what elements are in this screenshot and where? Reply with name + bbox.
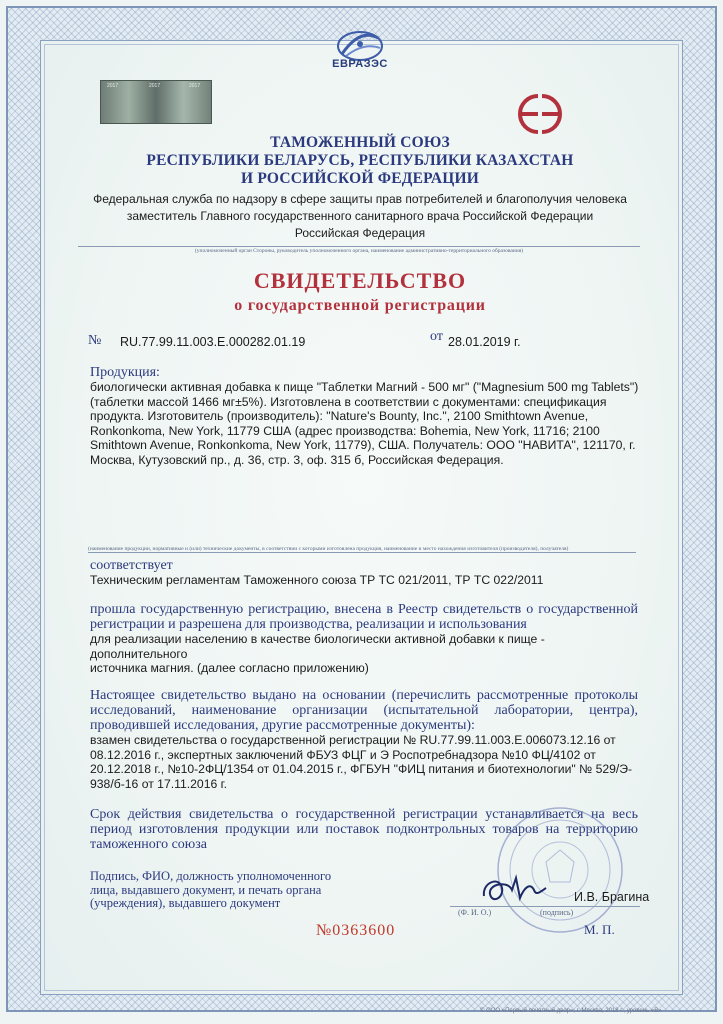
hologram-label: 2017 (107, 83, 119, 89)
russia-line: И РОССИЙСКОЙ ФЕДЕРАЦИИ (241, 170, 479, 187)
validity-text: Срок действия свидетельства о государственной регистрации устанавливается на весь период изготовления продукции или поставок подконтрольных товаров на территорию таможенного союза (90, 807, 638, 852)
registration-section (90, 602, 638, 676)
signature-label-block (90, 870, 340, 911)
product-line: (таблетки массой 1466 мг±5%). Изготовлена в соответствии с документами: спецификация (90, 394, 607, 409)
product-label: Продукция: (90, 365, 160, 380)
basis-line: 938/б-16 от 17.11.2016 г. (90, 776, 227, 791)
hologram-label: 2017 (149, 83, 161, 89)
fio-hint: (Ф. И. О.) (458, 908, 492, 917)
compliance-label: соответствует (90, 558, 173, 573)
authority-line: Федеральная служба по надзору в сфере защиты прав потребителей и благополучия человека (93, 192, 627, 206)
hologram-label: 2017 (189, 83, 201, 89)
authority-hint (78, 246, 640, 254)
product-line: Москва, Кутузовский пр., д. 36, стр. 3, оф. 315 б, Российская Федерация. (90, 452, 504, 467)
republics-line: РЕСПУБЛИКИ БЕЛАРУСЬ, РЕСПУБЛИКИ КАЗАХСТАН (146, 152, 574, 169)
date-label: от (430, 329, 443, 344)
product-line: Smithtown Avenue, Ronkonkoma, New York, 11779), США. Получатель: ООО "НАВИТА", 121170, г. (90, 438, 636, 453)
sign-hint: (подпись) (540, 908, 574, 917)
printer-footer: © ООО «Первый печатный двор», г. Москва, 2018 г., уровень «В» (480, 1008, 662, 1014)
compliance-section (90, 558, 640, 588)
certificate-subtitle: о государственной регистрации (234, 297, 486, 314)
logo-text: ЕВРАЗЭС (332, 58, 388, 70)
handwritten-signature-icon (478, 870, 558, 910)
customs-union-title: ТАМОЖЕННЫЙ СОЮЗ (270, 134, 450, 151)
basis-line: 20.12.2018 г., №10-2ФЦ/1354 от 01.04.2015 г., ФГБУН "ФИЦ питания и биотехнологии" № 529/Э- (90, 762, 633, 777)
stamp-place-label: М. П. (584, 922, 615, 937)
product-line: продукта. Изготовитель (производитель): "Nature's Bounty, Inc.", 2100 Smithtown Avenue, (90, 409, 589, 424)
product-section (90, 365, 640, 468)
certificate-number: RU.77.99.11.003.E.000282.01.19 (120, 335, 306, 349)
header-block (80, 134, 640, 241)
basis-line: 08.12.2016 г., экспертных заключений ФБУЗ ФЦГ и Э Роспотребнадзора №10 ФЦ/4102 от (90, 747, 596, 762)
compliance-text: Техническим регламентам Таможенного союза ТР ТС 021/2011, ТР ТС 022/2011 (90, 573, 544, 587)
product-hint: (наименование продукции, нормативные и (или) технические документы, в соответствии с которыми изготовлена продукция, наименование и место нахождения изготовителя (производителя), получателя) (88, 546, 569, 552)
certificate-date: 28.01.2019 г. (448, 335, 521, 349)
number-label: № (88, 333, 102, 348)
country-line: Российская Федерация (294, 226, 426, 240)
product-hint-line (88, 546, 636, 553)
eurasec-logo-icon (320, 24, 400, 84)
eac-mark-icon (508, 88, 572, 140)
hologram-sticker (100, 80, 212, 124)
signature-underline (450, 906, 640, 907)
hint-text: (уполномоченный орган Стороны, руководитель уполномоченного органа, наименование административно-территориального образования) (194, 248, 524, 254)
registration-line: для реализации населению в качестве биологически активной добавки к пище - дополнительного (90, 632, 545, 661)
basis-section (90, 688, 638, 791)
basis-label: Настоящее свидетельство выдано на основании (перечислить рассмотренные протоколы исследований, наименование организации (испытательной лаборатории, центра), проводившей исследования, другие рассмотренные документы): (90, 688, 638, 733)
serial-number: №0363600 (316, 922, 396, 939)
product-line: Ronkonkoma, New York, 11779 США (адрес производства: Bohemia, New York, 11716; 2100 (90, 423, 600, 438)
registration-label: прошла государственную регистрацию, внесена в Реестр свидетельств о государственной регистрации и разрешена для производства, реализации и использования (90, 602, 638, 632)
official-line: заместитель Главного государственного санитарного врача Российской Федерации (126, 209, 594, 223)
registration-line: источника магния. (далее согласно приложению) (90, 661, 369, 676)
basis-line: взамен свидетельства о государственной регистрации № RU.77.99.11.003.E.006073.12.16 от (90, 733, 616, 747)
certificate-number-row (88, 329, 628, 353)
signer-name: И.В. Брагина (574, 890, 650, 904)
certificate-title: СВИДЕТЕЛЬСТВО (253, 268, 467, 293)
signature-label: Подпись, ФИО, должность уполномоченного лица, выдавшего документ, и печать органа (учреждения), выдавшего документ (90, 869, 332, 910)
product-line: биологически активная добавка к пище "Таблетки Магний - 500 мг" ("Magnesium 500 mg Tablets") (90, 380, 639, 394)
